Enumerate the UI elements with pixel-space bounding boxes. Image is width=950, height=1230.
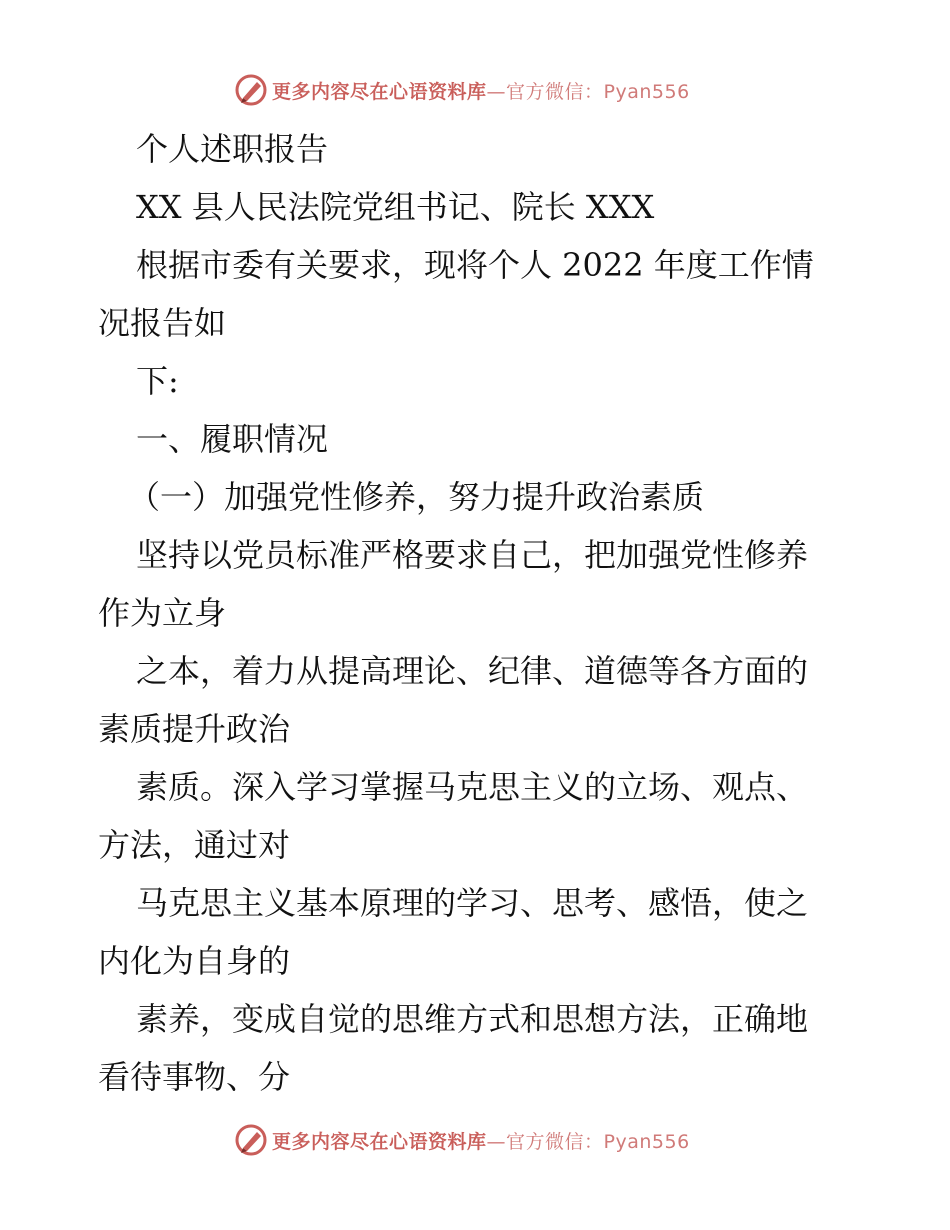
subsection-heading: （一）加强党性修养，努力提升政治素质 [128, 478, 705, 516]
watermark-text [272, 1127, 690, 1154]
doc-line: 根据市委有关要求，现将个人 2022 年度工作情 [136, 246, 814, 284]
section-heading: 一、履职情况 [136, 420, 329, 458]
watermark-brand: 更多内容尽在心语资料库 [272, 80, 487, 103]
watermark-wechat: 官方微信：Pyan556 [506, 1130, 690, 1153]
footer-watermark [234, 1120, 714, 1160]
watermark-brand: 更多内容尽在心语资料库 [272, 1130, 487, 1153]
doc-line: 之本，着力从提高理论、纪律、道德等各方面的 [136, 652, 809, 690]
doc-line: 坚持以党员标准严格要求自己，把加强党性修养 [136, 536, 809, 574]
doc-line: 下: [136, 362, 179, 400]
watermark-dash: — [486, 1130, 507, 1153]
watermark-dash: — [486, 80, 507, 103]
doc-line: 素质提升政治 [98, 710, 291, 748]
header-watermark [234, 70, 714, 110]
doc-line: 看待事物、分 [98, 1058, 291, 1096]
doc-line: 内化为自身的 [98, 942, 291, 980]
doc-line: 马克思主义基本原理的学习、思考、感悟，使之 [136, 884, 809, 922]
doc-line: 方法，通过对 [98, 826, 291, 864]
doc-line: 素养，变成自觉的思维方式和思想方法，正确地 [136, 1000, 809, 1038]
watermark-wechat: 官方微信：Pyan556 [506, 80, 690, 103]
watermark-text [272, 77, 690, 104]
document-body [98, 120, 858, 1106]
doc-line: 素质。深入学习掌握马克思主义的立场、观点、 [136, 768, 809, 806]
doc-title: 个人述职报告 [136, 130, 329, 168]
doc-author: XX 县人民法院党组书记、院长 XXX [136, 188, 655, 226]
doc-line: 作为立身 [98, 594, 227, 632]
doc-line: 况报告如 [98, 304, 227, 342]
pen-logo-icon [234, 1123, 268, 1157]
pen-logo-icon [234, 73, 268, 107]
